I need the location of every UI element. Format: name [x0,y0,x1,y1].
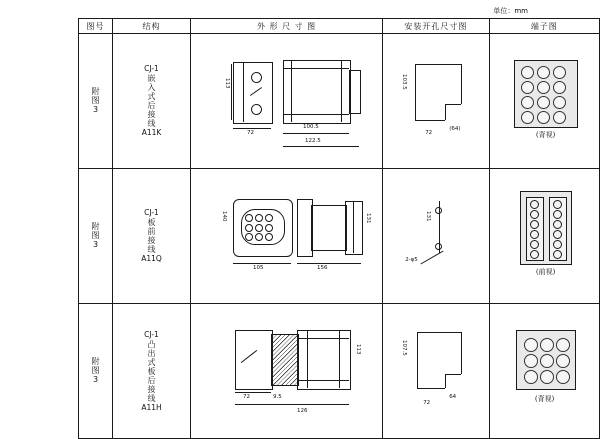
row3-mount-cell [383,304,489,439]
row1-mount-top [415,64,461,65]
row3-fin-block [271,334,299,386]
row2-mount-dim-131: 131 [425,211,432,222]
row2-dim-105: 105 [253,265,264,271]
pin [537,111,550,124]
pin [556,354,570,368]
header-terminal: 端子图 [489,19,599,34]
pin [553,111,566,124]
row1-dim-1005: 100.5 [303,124,319,130]
row1-mount-step-h [445,104,461,105]
row1-side-v1 [291,60,292,122]
table-row [79,304,600,439]
row1-mount-drawing [383,34,488,168]
row2-drawing-no [79,169,113,304]
row3-dimline-126 [235,404,349,405]
table-row [79,34,600,169]
row2-front-pin [265,224,273,232]
pin [553,81,566,94]
table-row [79,169,600,304]
header-structure: 结构 [113,19,191,34]
row3-dim-113: 113 [355,344,361,355]
row1-side-v2 [341,60,342,122]
row3-model: CJ-1 [144,329,159,339]
row2-mount-drawing [383,169,488,303]
row1-side-h2 [283,114,349,115]
row3-drawing-no [79,304,113,439]
screw-terminal [530,240,539,249]
pin [521,111,534,124]
row1-term-drawing [490,34,599,168]
row1-mount-dim-64: (64) [449,126,461,132]
header-outline: 外 形 尺 寸 图 [191,19,383,34]
row2-front-pin [265,214,273,222]
row3-mount-step-v [445,374,446,388]
row3-mount-step-h [445,374,461,375]
row1-structure [113,34,191,169]
row1-dim-1225: 122.5 [305,138,321,144]
row2-front-pin [245,224,253,232]
pin [540,338,554,352]
row1-front-hole-bottom [251,104,262,115]
row1-front-line-a [243,62,244,122]
row3-side-h2 [297,380,349,381]
row3-front-body [235,330,273,390]
row1-mount-bottom [415,120,445,121]
row1-dim-72: 72 [247,130,254,136]
row1-mount-step-v [445,104,446,120]
row1-mount-cell [383,34,489,169]
pin [553,66,566,79]
row2-mount-leader [421,251,444,265]
row2-mount-hole-top [435,207,442,214]
row1-side-flange [349,70,361,114]
unit-note: 单位：mm [493,7,528,15]
row2-terminal-panel [520,191,572,265]
screw-terminal [530,210,539,219]
row2-dimline-105 [233,263,291,264]
row2-structure-text: 板前接线 [147,218,156,254]
row2-code: A11Q [141,254,162,263]
row1-drawing-no-label: 附图3 [91,87,100,115]
row3-structure-text: 凸出式板后接线 [147,339,156,403]
row3-side-h1 [297,338,349,339]
row3-structure [113,304,191,439]
row1-dimline-1005 [283,133,349,134]
row3-term-cell [489,304,599,439]
row1-front-hole-top [251,72,262,83]
header-drawing-no: 图号 [79,19,113,34]
pin [521,96,534,109]
row1-mount-dim-72: 72 [425,130,433,136]
row3-mount-dim-1075: 107.5 [401,340,408,356]
row1-mount-right [461,64,462,104]
row1-outline-cell [191,34,383,169]
row1-dimline-72 [233,128,271,129]
row3-mount-right [461,332,462,374]
row2-front-pin [255,214,263,222]
row3-mount-drawing [383,304,488,438]
row2-front-pin [255,224,263,232]
row3-term-drawing [490,304,599,438]
row3-outline-cell [191,304,383,439]
row2-term-drawing [490,169,599,303]
row2-front-pin [265,233,273,241]
row3-outline-drawing [191,304,382,438]
screw-terminal [553,210,562,219]
header-mounting: 安装开孔尺寸图 [383,19,489,34]
row1-dimline-113 [231,64,232,120]
row2-front-pin [245,214,253,222]
screw-terminal [530,230,539,239]
row2-dim-140: 140 [221,211,227,222]
pin [524,370,538,384]
pin [553,96,566,109]
row2-mount-dim-2phi5: 2-φ5 [405,257,418,263]
pin [524,338,538,352]
row3-mount-left [417,332,418,388]
row2-front-pin [255,233,263,241]
row3-side-body [297,330,351,390]
row3-mount-dim-64: 64 [449,394,457,400]
row1-mount-left [415,64,416,120]
row1-outline-drawing [191,34,382,168]
screw-terminal [553,250,562,259]
row3-mount-top [417,332,461,333]
row1-term-caption: (背视) [535,131,556,139]
row3-mount-dim-72: 72 [423,400,431,406]
dimension-table [78,18,600,439]
pin [537,66,550,79]
row1-model: CJ-1 [144,64,159,73]
row2-outline-drawing [191,169,382,303]
pin [524,354,538,368]
row1-structure-text: 嵌入式后接线 [147,74,156,128]
row3-dimline-72 [235,392,271,393]
row2-structure [113,169,191,304]
screw-terminal [553,220,562,229]
row2-outline-cell [191,169,383,304]
row3-dim-126: 126 [297,408,308,414]
screw-terminal [530,220,539,229]
row1-terminal-panel [514,60,578,128]
row2-dim-156: 156 [317,265,328,271]
row2-dim-131: 131 [365,213,371,224]
row2-side-body [311,205,347,251]
row3-code: A11H [141,402,162,412]
row2-drawing-no-label: 附图3 [91,222,100,250]
row2-mount-hole-bottom [435,243,442,250]
row3-dim-95: 9.5 [273,394,282,400]
row2-model: CJ-1 [144,208,159,217]
row1-code: A11K [141,128,162,137]
row1-dim-113: 113 [224,78,230,89]
screw-terminal [530,250,539,259]
pin [537,96,550,109]
row3-term-caption: (背视) [534,395,555,403]
row1-side-h1 [283,68,349,69]
pin [521,81,534,94]
row3-drawing-no-label: 附图3 [91,357,100,385]
row1-drawing-no [79,34,113,169]
row3-terminal-panel [516,330,576,390]
row2-term-caption: (前视) [535,268,556,276]
pin [556,338,570,352]
pin [537,81,550,94]
row1-dimline-1225 [283,146,359,147]
table-header-row [79,19,600,34]
pin [540,354,554,368]
screw-terminal [530,200,539,209]
row3-dim-72: 72 [243,394,250,400]
pin [556,370,570,384]
row2-dimline-156 [297,263,361,264]
row2-front-pin [245,233,253,241]
row2-term-cell [489,169,599,304]
screw-terminal [553,200,562,209]
pin [540,370,554,384]
pin [521,66,534,79]
screw-terminal [553,230,562,239]
screw-terminal [553,240,562,249]
row2-side-cap [345,201,363,255]
row1-mount-dim-1035: 103.5 [401,74,408,90]
row2-side-v [353,201,354,253]
row3-mount-bottom [417,388,445,389]
row2-mount-cell [383,169,489,304]
row1-term-cell [489,34,599,169]
